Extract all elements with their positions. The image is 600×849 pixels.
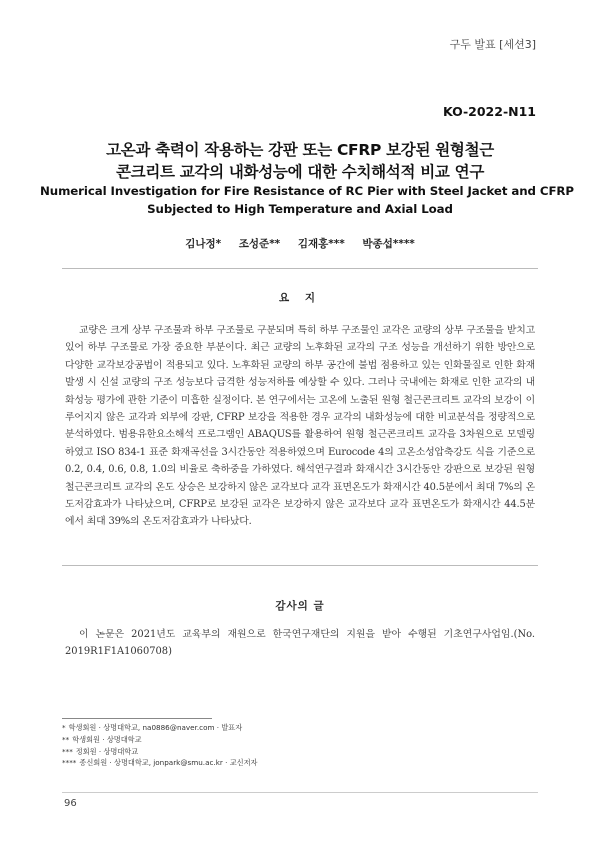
page-footer-divider <box>62 792 538 793</box>
session-label: 구두 발표 [세션3] <box>449 38 536 51</box>
footnote-divider <box>62 718 212 719</box>
author: 김재홍*** <box>297 238 345 250</box>
author: 김나정* <box>185 238 222 250</box>
acknowledgement-text: 이 논문은 2021년도 교육부의 재원으로 한국연구재단의 지원을 받아 수행된 기초연구사업임.(No. 2019R1F1A1060708) <box>65 629 535 658</box>
english-title-line-2: Subjected to High Temperature and Axial Load <box>147 202 453 216</box>
paper-code: KO-2022-N11 <box>442 104 536 119</box>
divider <box>62 268 538 269</box>
author-list <box>60 236 540 251</box>
author: 박종섭**** <box>362 238 415 250</box>
page-number: 96 <box>64 798 77 809</box>
english-title-line-1: Numerical Investigation for Fire Resistance of RC Pier with Steel Jacket and CFRP <box>40 184 574 198</box>
author: 조성준** <box>238 238 281 250</box>
korean-title-line-1: 고온과 축력이 작용하는 강판 또는 CFRP 보강된 원형철근 <box>106 141 494 159</box>
footnote: **** 종신회원 · 상명대학교, jonpark@smu.ac.kr · 교신저자 <box>62 758 258 768</box>
footnote: ** 학생회원 · 상명대학교 <box>62 734 142 744</box>
footnote: * 학생회원 · 상명대학교, na0886@naver.com · 발표자 <box>62 723 243 732</box>
divider <box>62 565 538 566</box>
abstract-text: 교량은 크게 상부 구조물과 하부 구조물로 구분되며 특히 하부 구조물인 교각은 교량의 상부 구조물을 받치고 있어 하부 구조물로 가장 중요한 부분이다. 최근 교량의 노후화된 교각의 구조 성능을 개선하기 위한 방안으로 다양한 교각보강공법이 적용되고 있다. 노후화된 교량의 하부 공간에 불법 점용하고 있는 인화물질로 인한 화재 발생 시 신설 교량의 구조 성능보다 급격한 성능저하를 예상할 수 있다. 그러나 국내에는 화재로 인한 교각의 내화성능 평가에 관한 기준이 미흡한 실정이다. 본 연구에서는 고온에 노출된 원형 철근콘크리트 교각의 보강이 이루어지지 않은 교각과 외부에 강판, CFRP 보강을 적용한 경우 교각의 내화성능에 대한 비교분석을 정량적으로 분석하였다. 범용유한요소해석 프로그램인 ABAQUS를 활용하여 원형 철근콘크리트 교각을 3차원으로 모델링하였고 ISO 834-1 표준 화재곡선을 3시간동안 적용하였으며 Eurocode 4의 고온소성압축강도 식을 기준으로 0.2, 0.4, 0.6, 0.8, 1.0의 비율로 축하중을 가하였다. 해석연구결과 화재시간 3시간동안 강판으로 보강된 원형 철근콘크리트 교각의 온도 상승은 보강하지 않은 교각보다 교각 표면온도가 화재시간 40.5분에서 최대 7%의 온도저감효과가 나타났으며, CFRP로 보강된 교각은 보강하지 않은 교각보다 교각 표면온도가 화재시간 44.5분에서 최대 39%의 온도저감효과가 나타났다. <box>65 325 535 528</box>
footnote: *** 정회원 · 상명대학교 <box>62 746 139 756</box>
abstract-heading: 요 지 <box>279 292 321 304</box>
korean-title-line-2: 콘크리트 교각의 내화성능에 대한 수치해석적 비교 연구 <box>115 163 485 181</box>
footnotes <box>62 722 522 769</box>
acknowledgement-heading: 감사의 글 <box>275 600 325 612</box>
